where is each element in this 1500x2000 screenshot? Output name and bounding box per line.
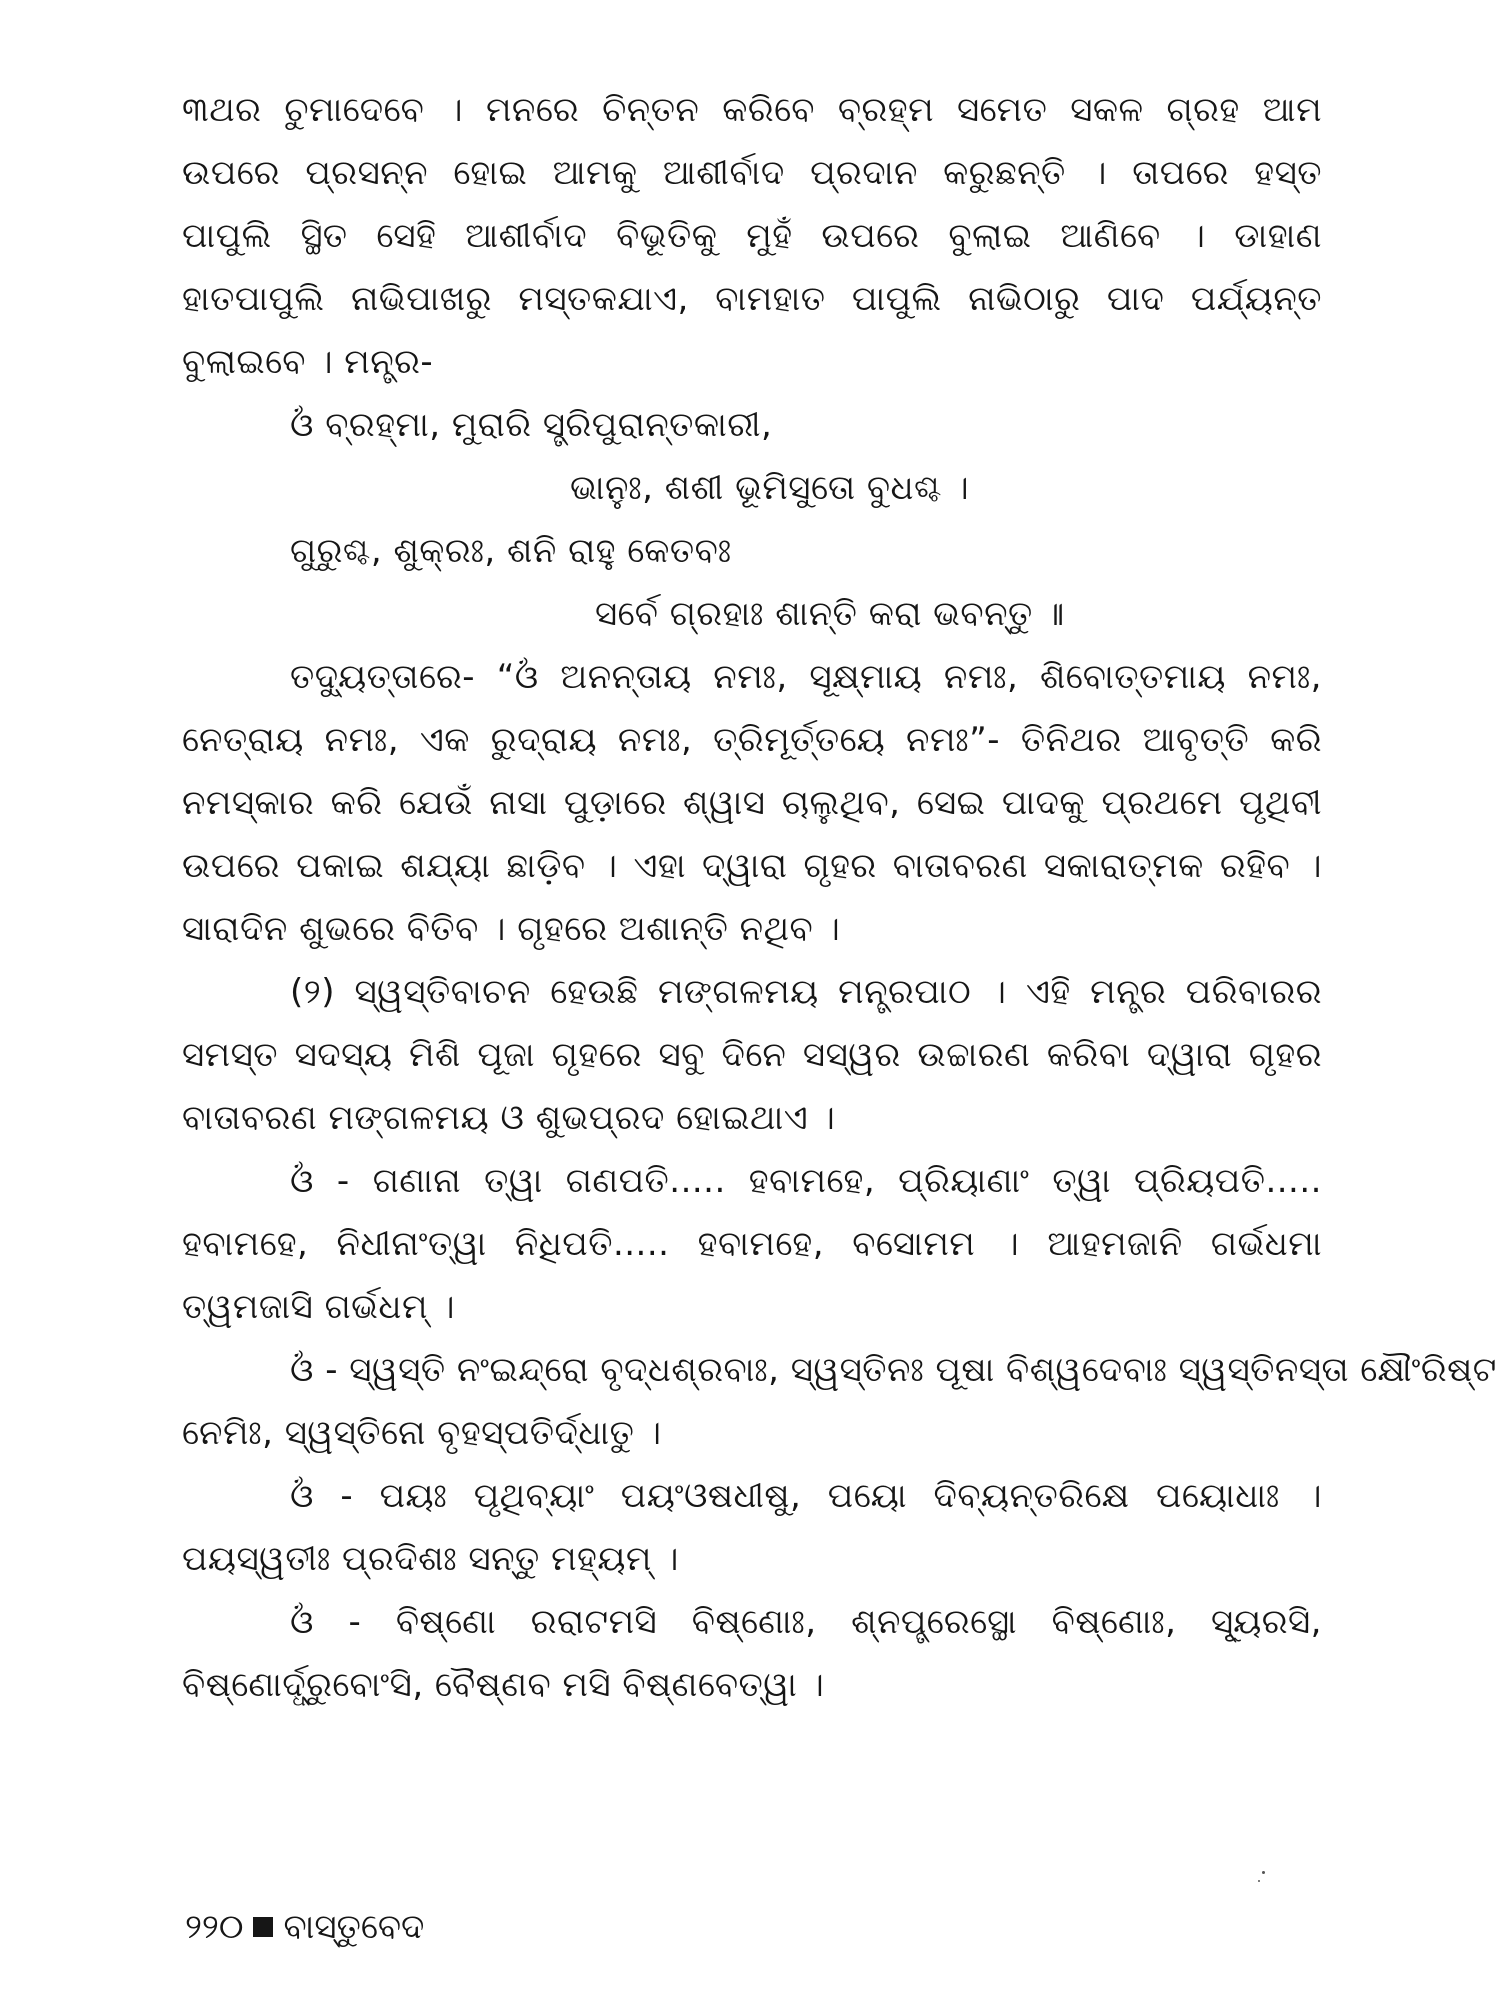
page-footer: [185, 1905, 424, 1949]
text-line: ସାରାଦିନ ଶୁଭରେ ବିତିବ । ଗୃହରେ ଅଶାନ୍ତି ନଥିବ ।: [182, 909, 841, 949]
scan-speck: [1262, 1871, 1265, 1874]
mantra-line: ଓଁ - ଗଣାନା ତ୍ୱା ଗଣପତି..... ହବାମହେ, ପ୍ରିୟାଣାଂ ତ୍ୱା ପ୍ରିୟପତି.....: [290, 1161, 1322, 1201]
square-bullet-icon: [253, 1917, 273, 1937]
mantra-line: ଓଁ - ପୟଃ ପୃଥିବ୍ୟାଂ ପୟଂଓଷଧୀଷୁ, ପୟୋ ଦିବ୍ୟନ୍ତରିକ୍ଷେ ପୟୋଧାଃ ।: [290, 1476, 1322, 1516]
verse-line: ଗୁରୁଶ୍ଚ, ଶୁକ୍ରଃ, ଶନି ରାହୁ କେତବଃ: [290, 531, 732, 571]
scan-speck: [1258, 1880, 1260, 1882]
text-line: ନେତ୍ରାୟ ନମଃ, ଏକ ରୁଦ୍ରାୟ ନମଃ, ତ୍ରିମୂର୍ତ୍ତୟେ ନମଃ”- ତିନିଥର ଆବୃତ୍ତି କରି: [182, 720, 1322, 760]
text-line: ଉପରେ ପକାଇ ଶଯ୍ୟା ଛାଡ଼ିବ । ଏହା ଦ୍ୱାରା ଗୃହର ବାତାବରଣ ସକାରାତ୍ମକ ରହିବ ।: [182, 846, 1322, 886]
text-line: ତଦ୍ୟୁତ୍ତାରେ- “ଓଁ ଅନନ୍ତାୟ ନମଃ, ସୂକ୍ଷ୍ମାୟ ନମଃ, ଶିବୋତ୍ତମାୟ ନମଃ,: [290, 657, 1322, 697]
text-line: (୨) ସ୍ୱସ୍ତିବାଚନ ହେଉଛି ମଙ୍ଗଳମୟ ମନ୍ତ୍ରପାଠ । ଏହି ମନ୍ତ୍ର ପରିବାରର: [290, 972, 1322, 1012]
mantra-line: ବିଷ୍ଣୋର୍ଦ୍ଧ୍ରୁବୋଂସି, ବୈଷ୍ଣବ ମସି ବିଷ୍ଣବେତ୍ୱା ।: [182, 1665, 825, 1705]
verse-line: ଭାନୁଃ, ଶଶୀ ଭୂମିସୁତୋ ବୁଧଶ୍ଚ ।: [570, 468, 970, 508]
book-title: ବାସ୍ତୁବେଦ: [283, 1907, 425, 1947]
text-line: ସମସ୍ତ ସଦସ୍ୟ ମିଶି ପୂଜା ଗୃହରେ ସବୁ ଦିନେ ସସ୍ୱର ଉଚ୍ଚାରଣ କରିବା ଦ୍ୱାରା ଗୃହର: [182, 1035, 1322, 1075]
mantra-line: ହବାମହେ, ନିଧୀନାଂତ୍ୱା ନିଧିପତି..... ହବାମହେ, ବସୋମମ । ଆହମଜାନି ଗର୍ଭଧମା: [182, 1224, 1322, 1264]
text-line: ଉପରେ ପ୍ରସନ୍ନ ହୋଇ ଆମକୁ ଆଶୀର୍ବାଦ ପ୍ରଦାନ କରୁଛନ୍ତି । ତାପରେ ହସ୍ତ: [182, 153, 1322, 193]
text-line: ନମସ୍କାର କରି ଯେଉଁ ନାସା ପୁଡ଼ାରେ ଶ୍ୱାସ ଚାଲୁଥିବ, ସେଇ ପାଦକୁ ପ୍ରଥମେ ପୃଥିବୀ: [182, 783, 1322, 823]
mantra-line: ଓଁ - ବିଷ୍ଣୋ ରରାଟମସି ବିଷ୍ଣୋଃ, ଶ୍ନପ୍ତ୍ରେସ୍ଥୋ ବିଷ୍ଣୋଃ, ସ୍ୟୂରସି,: [290, 1602, 1322, 1642]
verse-line: ସର୍ବେ ଗ୍ରହାଃ ଶାନ୍ତି କରା ଭବନ୍ତୁ ॥: [595, 594, 1065, 634]
mantra-line: ପୟସ୍ୱତୀଃ ପ୍ରଦିଶଃ ସନ୍ତୁ ମହ୍ୟମ୍ ।: [182, 1539, 679, 1579]
mantra-line: ଓଁ - ସ୍ୱସ୍ତି ନଂଇନ୍ଦ୍ରୋ ବୃଦ୍ଧଶ୍ରବାଃ, ସ୍ୱସ୍ତିନଃ ପୂଷା ବିଶ୍ୱଦେବାଃ ସ୍ୱସ୍ତିନସ୍ତା କ୍ଷୌଂରିଷ୍ଟ: [290, 1350, 1497, 1390]
text-line: ବୁଲାଇବେ । ମନ୍ତ୍ର-: [182, 342, 434, 382]
mantra-line: ତ୍ୱମଜାସି ଗର୍ଭଧମ୍ ।: [182, 1287, 455, 1327]
text-line: ପାପୁଲି ସ୍ଥିତ ସେହି ଆଶୀର୍ବାଦ ବିଭୂତିକୁ ମୁହଁ ଉପରେ ବୁଲାଇ ଆଣିବେ । ଡାହାଣ: [182, 216, 1322, 256]
text-line: ୩ଥର ଚୁମାଦେବେ । ମନରେ ଚିନ୍ତନ କରିବେ ବ୍ରହ୍ମ ସମେତ ସକଳ ଗ୍ରହ ଆମ: [182, 90, 1322, 130]
text-line: ହାତପାପୁଲି ନାଭିପାଖରୁ ମସ୍ତକଯାଏ, ବାମହାତ ପାପୁଲି ନାଭିଠାରୁ ପାଦ ପର୍ଯ୍ୟନ୍ତ: [182, 279, 1322, 319]
text-line: ବାତାବରଣ ମଙ୍ଗଳମୟ ଓ ଶୁଭପ୍ରଦ ହୋଇଥାଏ ।: [182, 1098, 836, 1138]
page-number: ୨୨୦: [185, 1907, 244, 1947]
mantra-line: ନେମିଃ, ସ୍ୱସ୍ତିନୋ ବୃହସ୍ପତିର୍ଦ୍ଧାତୁ ।: [182, 1413, 662, 1453]
verse-line: ଓଁ ବ୍ରହ୍ମା, ମୁରାରି ସ୍ତ୍ରିପୁରାନ୍ତକାରୀ,: [290, 405, 773, 445]
